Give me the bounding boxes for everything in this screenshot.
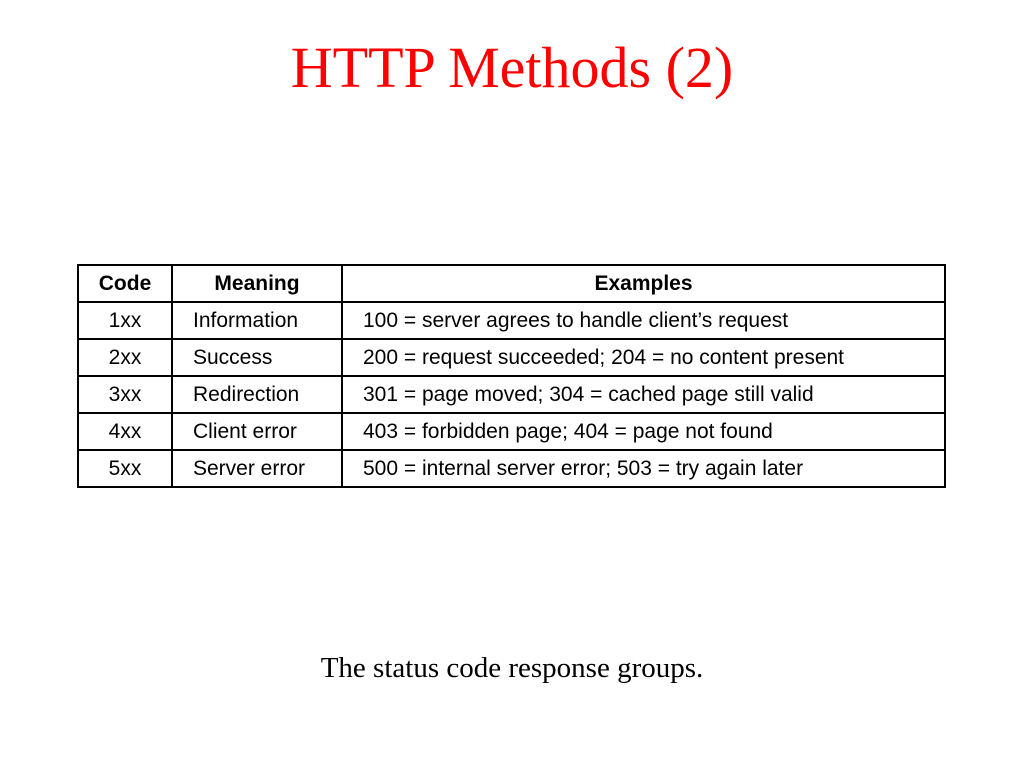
cell-code: 4xx	[78, 413, 172, 450]
cell-examples: 200 = request succeeded; 204 = no content present	[342, 339, 945, 376]
cell-code: 5xx	[78, 450, 172, 487]
slide-title: HTTP Methods (2)	[290, 35, 734, 100]
header-code: Code	[78, 265, 172, 302]
table-row	[78, 450, 945, 487]
cell-code: 2xx	[78, 339, 172, 376]
table-row	[78, 339, 945, 376]
cell-meaning: Success	[172, 339, 342, 376]
cell-meaning: Server error	[172, 450, 342, 487]
table-row	[78, 376, 945, 413]
status-code-table	[77, 264, 946, 488]
cell-examples: 500 = internal server error; 503 = try again later	[342, 450, 945, 487]
table-header-row	[78, 265, 945, 302]
cell-examples: 301 = page moved; 304 = cached page still valid	[342, 376, 945, 413]
table-row	[78, 413, 945, 450]
cell-examples: 100 = server agrees to handle client’s request	[342, 302, 945, 339]
header-meaning: Meaning	[172, 265, 342, 302]
table-row	[78, 302, 945, 339]
cell-meaning: Client error	[172, 413, 342, 450]
cell-meaning: Information	[172, 302, 342, 339]
table-caption: The status code response groups.	[320, 652, 704, 684]
cell-code: 1xx	[78, 302, 172, 339]
cell-meaning: Redirection	[172, 376, 342, 413]
cell-code: 3xx	[78, 376, 172, 413]
header-examples: Examples	[342, 265, 945, 302]
cell-examples: 403 = forbidden page; 404 = page not found	[342, 413, 945, 450]
